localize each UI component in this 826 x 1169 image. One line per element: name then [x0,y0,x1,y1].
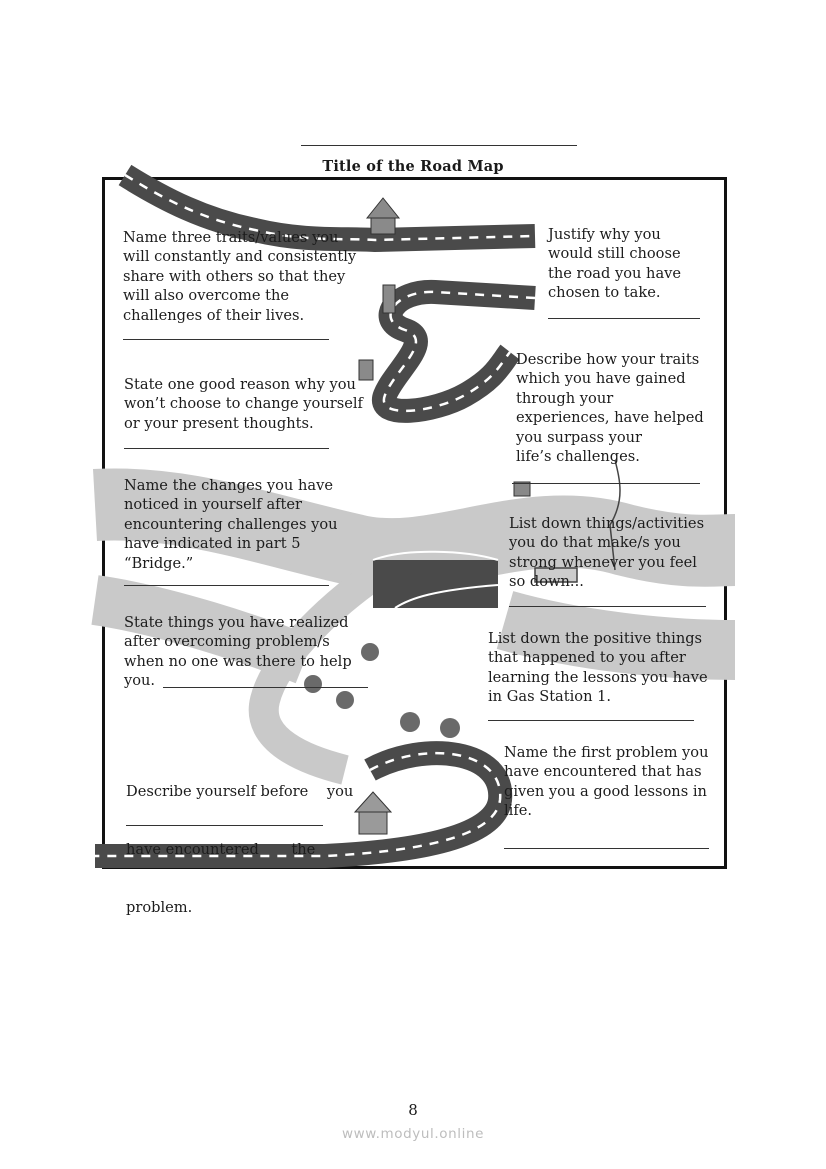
prompt-line: Describe yourself before you [126,782,354,800]
prompt-line: would still choose [548,245,681,263]
prompt-things-activities [509,514,704,592]
prompt-line: strong whenever you feel [509,553,697,571]
prompt-line: noticed in yourself after [124,496,303,514]
prompt-line: or your present thoughts. [124,414,314,432]
prompt-line: Describe how your traits [516,351,700,368]
prompt-line: problem. [126,899,193,917]
bridge-icon [373,552,498,608]
prompt-line: will constantly and consistently [123,248,357,266]
prompt-line: so down... [509,573,584,591]
prompt-justify-road [548,225,681,303]
answer-blank[interactable] [548,318,700,319]
prompt-line: encountering challenges you [124,515,338,533]
watermark: www.modyul.online [341,1126,485,1142]
prompt-good-reason [124,375,363,433]
prompt-line: List down things/activities [509,515,705,532]
parking-sign-icon [514,482,530,496]
prompt-line: State one good reason why you [124,376,356,393]
prompt-three-traits [123,228,356,325]
prompt-line: you do that make/s you [509,534,681,552]
house-icon [355,792,391,834]
prompt-first-problem [504,743,708,821]
prompt-line: in Gas Station 1. [488,688,612,706]
prompt-describe-traits [516,350,704,466]
prompt-line: life’s challenges. [516,448,640,466]
prompt-line: when no one was there to help [124,652,352,670]
answer-blank[interactable] [124,585,329,586]
house-icon [367,198,399,234]
answer-blank[interactable] [504,848,709,849]
title-blank-line [301,145,577,146]
prompt-line: that happened to you after [488,649,686,667]
prompt-line: after overcoming problem/s [124,633,330,651]
answer-blank[interactable] [163,687,368,688]
prompt-line: Name the changes you have [124,477,333,494]
answer-blank[interactable] [488,720,694,721]
prompt-line: given you a good lessons in [504,782,707,800]
prompt-describe-yourself [126,743,353,956]
prompt-line: share with others so that they [123,267,346,285]
prompt-line: State things you have realized [124,614,349,631]
answer-blank[interactable] [509,606,706,607]
prompt-line: won’t choose to change yourself [124,395,363,413]
answer-blank[interactable] [124,448,329,449]
prompt-line: will also overcome the [123,287,290,305]
answer-blank[interactable] [512,483,700,484]
page-number: 8 [408,1101,418,1119]
prompt-line: learning the lessons you have [488,668,708,686]
prompt-line: through your [516,389,614,407]
prompt-line: the road you have [548,264,682,282]
prompt-line: life. [504,802,533,820]
answer-blank[interactable] [126,825,323,826]
prompt-line: experiences, have helped [516,409,704,427]
prompt-line: which you have gained [516,370,686,388]
prompt-things-realized [124,613,352,691]
prompt-line: challenges of their lives. [123,306,305,324]
prompt-line: you surpass your [516,428,642,446]
answer-blank[interactable] [123,339,329,340]
prompt-line: you. [124,672,156,690]
prompt-line: List down the positive things [488,630,703,647]
prompt-changes-noticed [124,476,338,573]
prompt-line: Name three traits/values you [123,229,339,246]
prompt-line: “Bridge.” [124,554,194,572]
prompt-line: have indicated in part 5 [124,535,301,553]
road-map-frame [102,177,727,917]
prompt-line: chosen to take. [548,284,661,302]
prompt-line: have encountered the [126,841,316,859]
prompt-line: Name the first problem you [504,744,709,761]
prompt-line: have encountered that has [504,763,702,781]
page-title: Title of the Road Map [322,158,504,175]
prompt-line: Justify why you [548,226,661,243]
prompt-positive-things [488,629,708,707]
